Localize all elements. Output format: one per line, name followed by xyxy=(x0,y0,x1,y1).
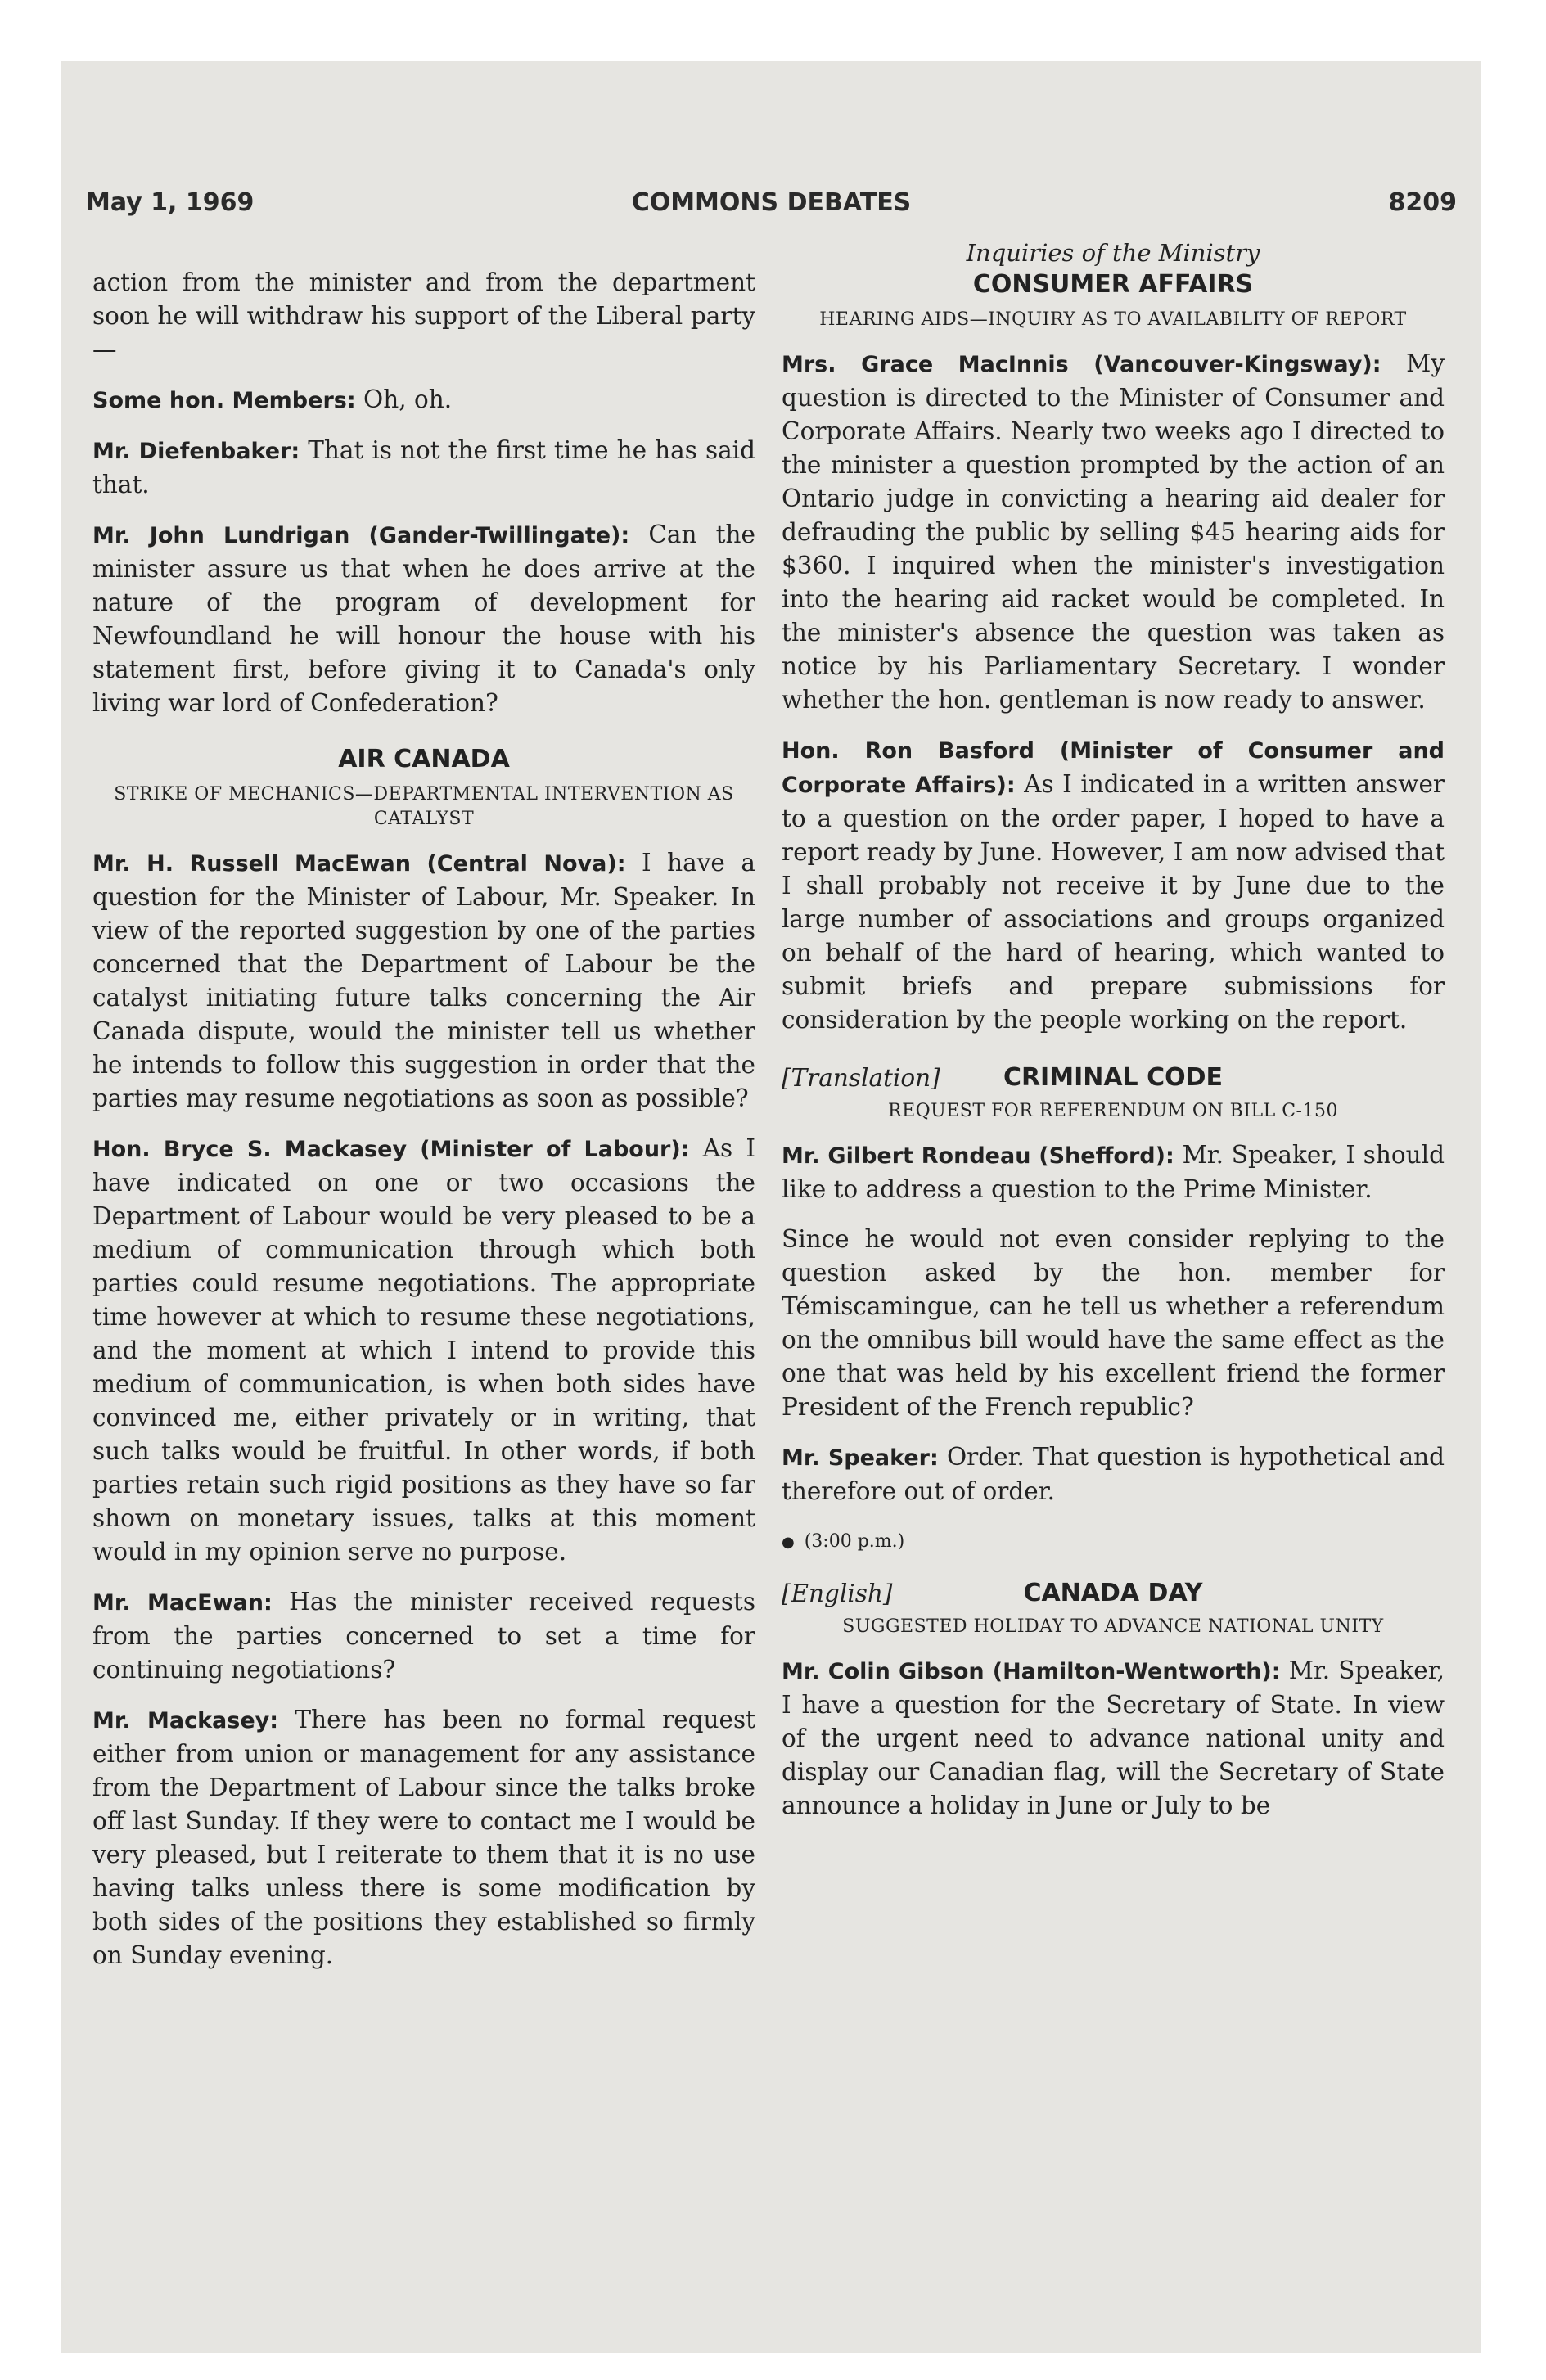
paragraph-text: Can the minister assure us that when he does arrive at the nature of the program of development for Newfoundland he will honour the house with his statement first, before giving it to Canada's only living war lord of Confederation? xyxy=(92,521,755,717)
speaker-name: Mrs. Grace MacInnis (Vancouver-Kingsway): xyxy=(782,352,1381,377)
header-title: COMMONS DEBATES xyxy=(631,188,912,217)
section-heading: CRIMINAL CODE xyxy=(1003,1063,1224,1092)
speaker-name: Mr. Speaker: xyxy=(782,1445,939,1471)
paragraph xyxy=(782,347,1445,717)
language-marker: [Translation] xyxy=(782,1064,940,1092)
page-scan xyxy=(61,61,1481,2353)
paragraph xyxy=(782,1138,1445,1206)
paragraph-text: Mr. Speaker, I have a question for the Secretary of State. In view of the urgent need to advance national unity and display our Canadian flag, will the Secretary of State announce a holiday in June or July to be xyxy=(782,1657,1445,1819)
section-subheading: REQUEST FOR REFERENDUM ON BILL C-150 xyxy=(888,1101,1338,1121)
section-heading: CANADA DAY xyxy=(1023,1579,1203,1607)
paragraph xyxy=(92,518,755,720)
language-marker: [English] xyxy=(782,1580,893,1607)
bullet-icon: ● xyxy=(782,1534,795,1551)
paragraph xyxy=(92,1585,755,1687)
paragraph-text: That is not the first time he has said that. xyxy=(92,436,756,498)
speaker-name: Mr. H. Russell MacEwan (Central Nova): xyxy=(92,851,626,877)
paragraph xyxy=(782,1223,1445,1424)
paragraph-text: Has the minister received requests from the parties concerned to set a time for continuing negotiations? xyxy=(92,1588,755,1684)
section-subheading: STRIKE OF MECHANICS—DEPARTMENTAL INTERVENTION AS CATALYST xyxy=(114,784,734,829)
section-heading: CONSUMER AFFAIRS xyxy=(972,270,1254,299)
paragraph-text: action from the minister and from the department soon he will withdraw his support of the Liberal party— xyxy=(92,268,755,363)
paragraph-text: As I have indicated on one or two occasions the Department of Labour would be very pleased to be a medium of communication through which both parties could resume negotiations. The appropriate time however at which to resume these negotiations, and the moment at which I intend to provide this medium of communication, is when both sides have convinced me, either privately or in writing, that such talks would be fruitful. In other words, if both parties retain such rigid positions as they have so far shown on monetary issues, talks at this moment would in my opinion serve no purpose. xyxy=(92,1134,755,1566)
paragraph-text: Since he would not even consider replying to the question asked by the hon. member for Témiscamingue, can he tell us whether a referendum on the omnibus bill would have the same effect as the one that was held by his excellent friend the former President of the French republic? xyxy=(782,1225,1445,1421)
speaker-name: Hon. Bryce S. Mackasey (Minister of Labour): xyxy=(92,1137,690,1162)
paragraph-text: Oh, oh. xyxy=(355,385,453,413)
time-text: (3:00 p.m.) xyxy=(804,1531,905,1552)
section-heading: AIR CANADA xyxy=(338,745,510,773)
header-date: May 1, 1969 xyxy=(86,188,255,217)
language-heading-row xyxy=(782,1577,1445,1610)
paragraph xyxy=(92,434,755,502)
section-label: Inquiries of the Ministry xyxy=(966,239,1260,267)
paragraph xyxy=(782,1440,1445,1508)
paragraph xyxy=(92,1703,755,1972)
speaker-name: Mr. Colin Gibson (Hamilton-Wentworth): xyxy=(782,1659,1281,1684)
language-heading-row xyxy=(782,1062,1445,1094)
paragraph xyxy=(92,846,755,1116)
speaker-name: Mr. MacEwan: xyxy=(92,1590,273,1616)
paragraph xyxy=(92,383,755,417)
speaker-name: Mr. Gilbert Rondeau (Shefford): xyxy=(782,1143,1174,1169)
paragraph xyxy=(782,733,1445,1037)
right-column xyxy=(782,237,1445,1839)
section-subheading: HEARING AIDS—INQUIRY AS TO AVAILABILITY OF REPORT xyxy=(819,309,1407,330)
section-subheading: SUGGESTED HOLIDAY TO ADVANCE NATIONAL UNITY xyxy=(842,1616,1384,1637)
speaker-name: Mr. Diefenbaker: xyxy=(92,439,300,464)
speaker-name: Mr. John Lundrigan (Gander-Twillingate): xyxy=(92,523,630,548)
running-head xyxy=(86,188,1457,221)
header-page-number: 8209 xyxy=(1388,188,1457,217)
paragraph xyxy=(92,266,755,367)
speaker-name: Some hon. Members: xyxy=(92,388,356,413)
paragraph-text: I have a question for the Minister of Labour, Mr. Speaker. In view of the reported suggestion by one of the parties concerned that the Department of Labour be the catalyst initiating future talks concerning the Air Canada dispute, would the minister tell us whether he intends to follow this suggestion in order that the parties may resume negotiations as soon as possible? xyxy=(92,849,755,1112)
paragraph-text: As I indicated in a written answer to a question on the order paper, I hoped to have a report ready by June. However, I am now advised that I shall probably not receive it by June due to the large number of associations and groups organized on behalf of the hard of hearing, which wanted to submit briefs and prepare submissions for consideration by the people working on the report. xyxy=(782,770,1445,1034)
paragraph xyxy=(782,1654,1445,1823)
paragraph xyxy=(92,1132,755,1569)
time-stamp xyxy=(782,1525,1445,1559)
speaker-name: Mr. Mackasey: xyxy=(92,1708,279,1733)
paragraph-text: There has been no formal request either from union or management for any assistance from the Department of Labour since the talks broke off last Sunday. If they were to contact me I would be very pleased, but I reiterate to them that it is no use having talks unless there is some modification by both sides of the positions they established so firmly on Sunday evening. xyxy=(92,1706,755,1969)
speaker-name: Hon. Ron Basford (Minister of Consumer and Corporate Affairs): xyxy=(782,738,1445,798)
paragraph-text: Mr. Speaker, I should like to address a question to the Prime Minister. xyxy=(782,1141,1445,1203)
left-column xyxy=(92,266,755,1989)
paragraph-text: Order. That question is hypothetical and therefore out of order. xyxy=(782,1443,1445,1505)
paragraph-text: My question is directed to the Minister of Consumer and Corporate Affairs. Nearly two weeks ago I directed to the minister a question prompted by the action of an Ontario judge in convicting a hearing aid dealer for defrauding the public by selling $45 hearing aids for $360. I inquired when the minister's investigation into the hearing aid racket would be completed. In the minister's absence the question was taken as notice by his Parliamentary Secretary. I wonder whether the hon. gentleman is now ready to answer. xyxy=(782,349,1445,714)
